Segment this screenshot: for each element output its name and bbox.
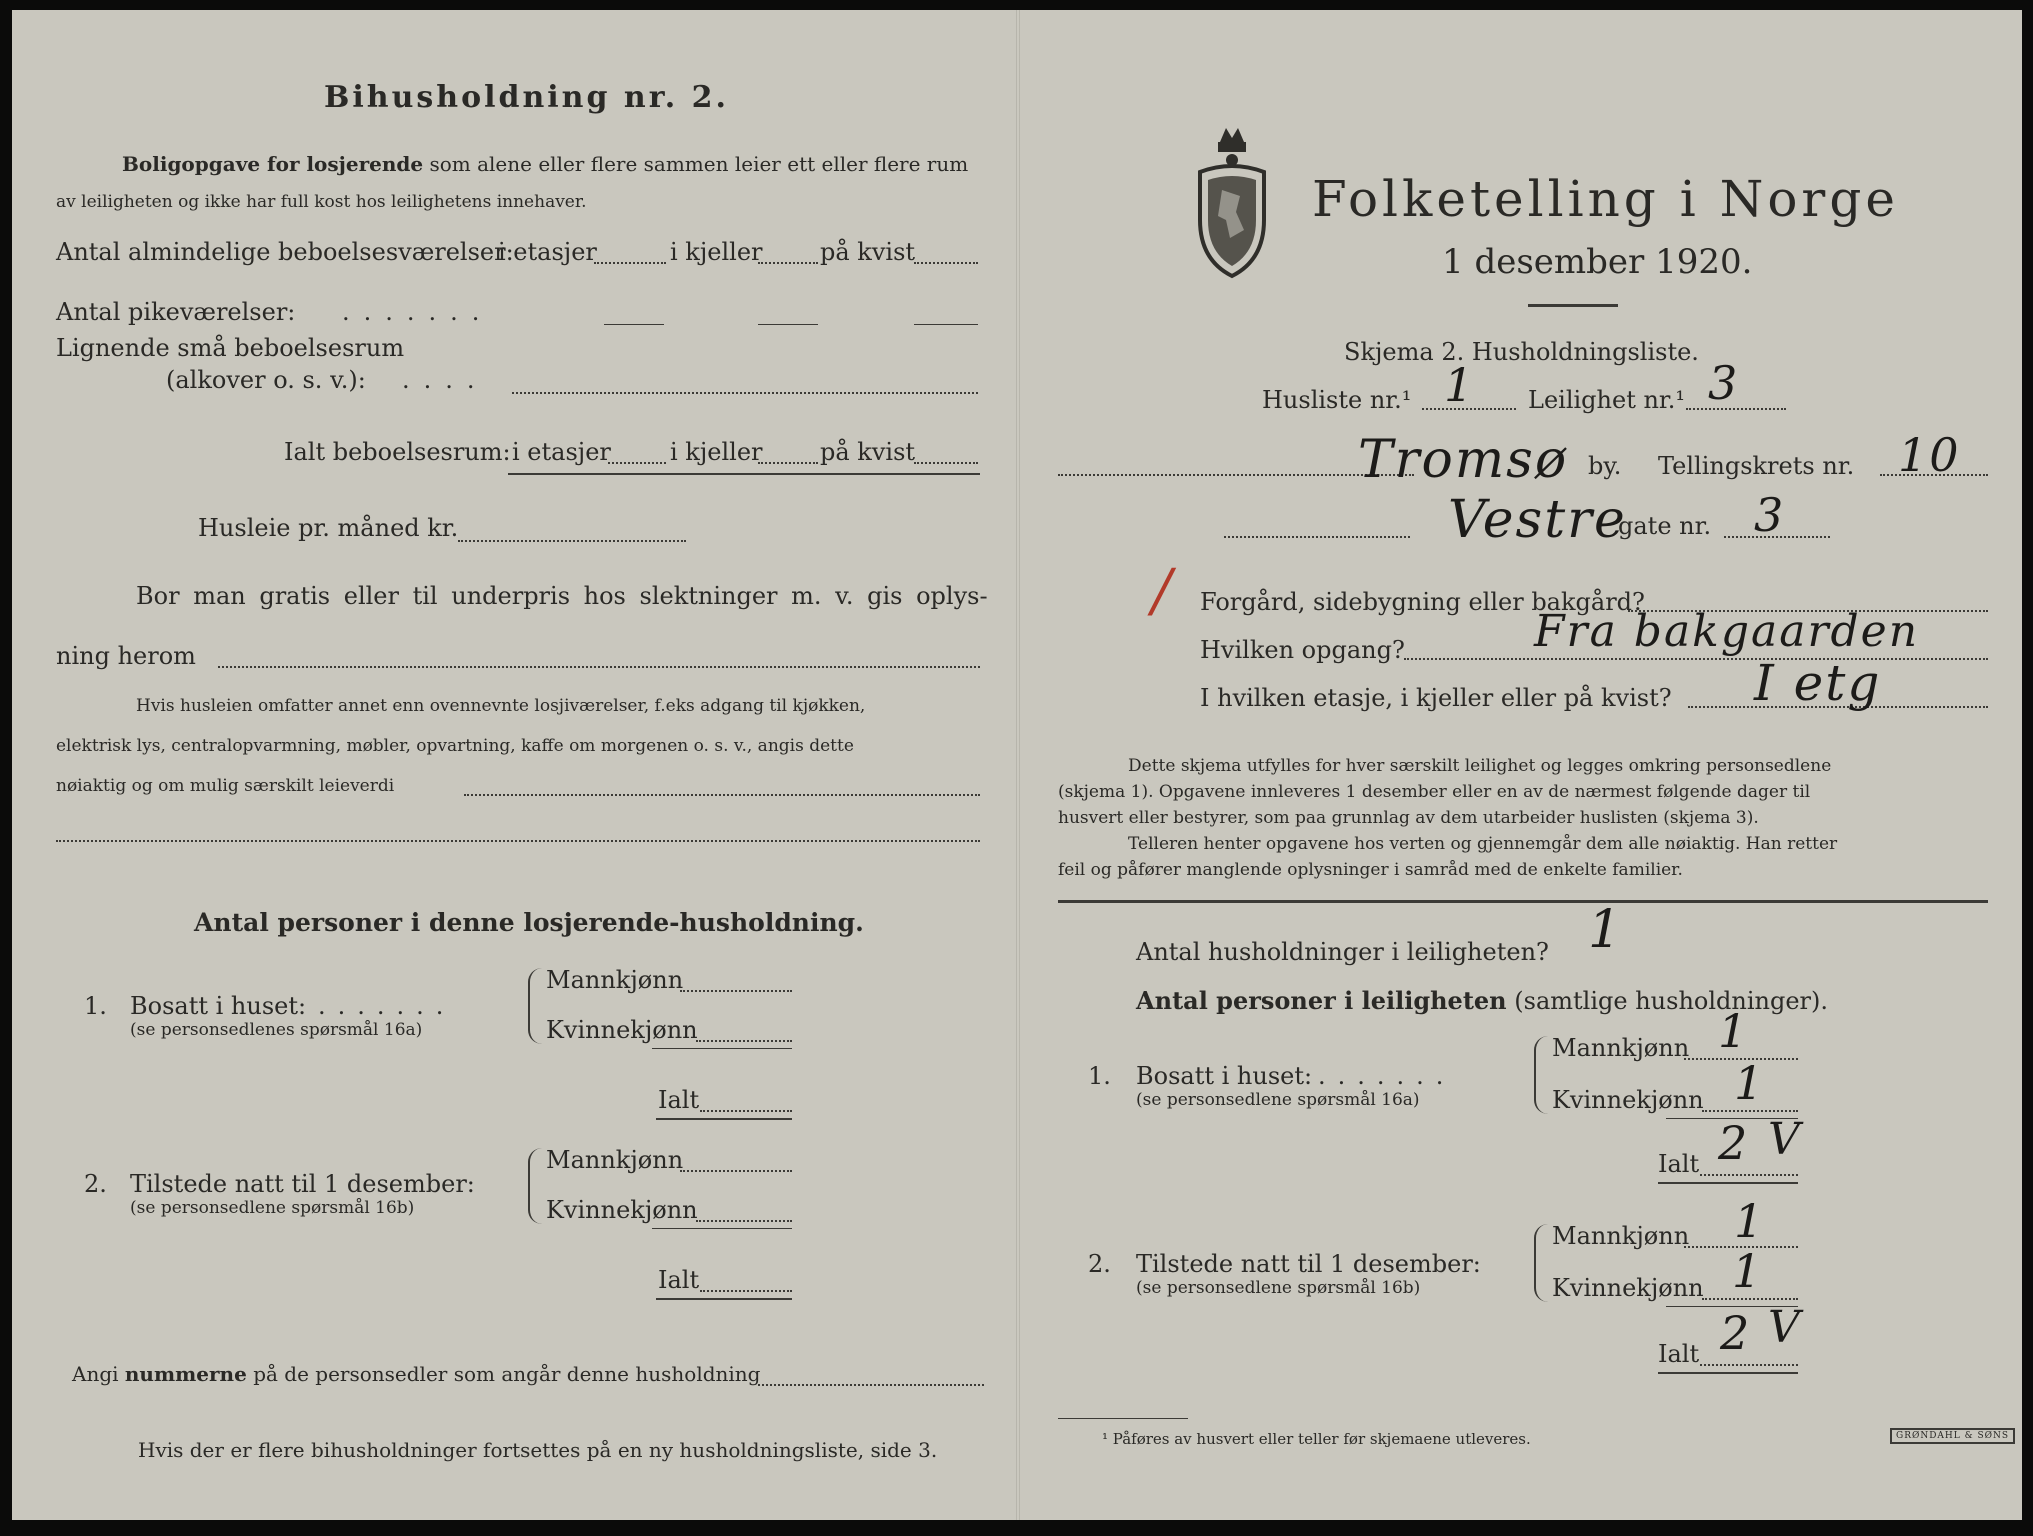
persons-heading: Antal personer i denne losjerende-husholdning.	[194, 908, 864, 937]
instruction-line-3: husvert eller bestyrer, som paa grunnlag av dem utarbeider huslisten (skjema 3).	[1058, 808, 1759, 828]
instruction-line-2: (skjema 1). Opgavene innleveres 1 desember eller en av de nærmest følgende dager til	[1058, 782, 1811, 802]
q2-ialt-underline	[656, 1298, 792, 1300]
q1-kvinne-field[interactable]	[696, 1040, 792, 1042]
intro-rest: som alene eller flere sammen leier ett eller flere rum	[429, 152, 969, 176]
intro-bold: Boligopgave for losjerende	[122, 152, 424, 176]
pike-kvist-field[interactable]	[914, 324, 978, 325]
ialt-kvist-field[interactable]	[914, 462, 978, 464]
opgang-value: Fra bakgaarden	[1534, 606, 1920, 657]
forgard-label: Forgård, sidebygning eller bakgård?	[1200, 588, 1645, 616]
omfatter-line-1: Hvis husleien omfatter annet enn ovennevnte losjiværelser, f.eks adgang til kjøkken,	[136, 696, 866, 716]
husliste-value: 1	[1444, 358, 1476, 412]
q1-mann-label: Mannkjønn	[546, 966, 684, 994]
q1-number: 1.	[84, 992, 107, 1020]
angi-field[interactable]	[758, 1384, 984, 1386]
leilighet-label: Leilighet nr.¹	[1528, 386, 1686, 414]
q1-mann-field[interactable]	[680, 990, 792, 992]
right-page-title: Folketelling i Norge	[1312, 170, 1899, 228]
q1-brace	[528, 968, 544, 1044]
etasje-value: I etg	[1754, 654, 1882, 712]
q2-ialt-field[interactable]	[700, 1290, 792, 1292]
q2-sub: (se personsedlene spørsmål 16b)	[130, 1198, 415, 1218]
lignende-label-1: Lignende små beboelsesrum	[56, 334, 405, 362]
husleie-label: Husleie pr. måned kr.	[198, 514, 459, 542]
q2-brace	[528, 1148, 544, 1224]
rooms-col-kjeller: i kjeller	[670, 238, 763, 266]
r-q2-brace	[1534, 1224, 1550, 1302]
opgang-field[interactable]	[1404, 658, 1988, 660]
r-q2-number: 2.	[1088, 1250, 1111, 1278]
rooms-kjeller-field[interactable]	[758, 262, 818, 264]
husleie-field[interactable]	[458, 540, 686, 542]
pike-kjeller-field[interactable]	[758, 324, 818, 325]
gate-value: 3	[1754, 488, 1786, 542]
left-footer: Hvis der er flere bihusholdninger fortsettes på en ny husholdningsliste, side 3.	[138, 1438, 938, 1462]
pike-leader-dots: .......	[342, 298, 494, 326]
schema-label: Skjema 2. Husholdningsliste.	[1344, 338, 1699, 366]
intro-line-1	[122, 152, 968, 176]
census-form-sheet	[12, 10, 2022, 1520]
ialt-col-kvist: på kvist	[820, 438, 916, 466]
r-q1-ialt-label: Ialt	[1658, 1150, 1700, 1178]
intro-line-2: av leiligheten og ikke har full kost hos leilighetens innehaver.	[56, 192, 587, 212]
r-q2-kvinne-field[interactable]	[1702, 1298, 1798, 1300]
r-q1-sub: (se personsedlene spørsmål 16a)	[1136, 1090, 1420, 1110]
q2-number: 2.	[84, 1170, 107, 1198]
q1-ialt-field[interactable]	[700, 1110, 792, 1112]
rooms-kvist-field[interactable]	[914, 262, 978, 264]
q2-ialt-label: Ialt	[658, 1266, 700, 1294]
footnote: ¹ Påføres av husvert eller teller før skjemaene utleveres.	[1102, 1430, 1531, 1448]
angi-bold: nummerne	[124, 1362, 247, 1386]
ialt-underline	[508, 473, 980, 475]
street-value: Vestre	[1448, 490, 1627, 550]
q2-mann-field[interactable]	[680, 1170, 792, 1172]
q1-ialt-underline	[656, 1118, 792, 1120]
lignende-field[interactable]	[512, 392, 978, 394]
etasje-label: I hvilken etasje, i kjeller eller på kvist?	[1200, 684, 1672, 712]
r-q2-ialt-value: 2	[1720, 1306, 1752, 1360]
r-q2-label: Tilstede natt til 1 desember:	[1136, 1250, 1481, 1278]
rooms-col-kvist: på kvist	[820, 238, 916, 266]
ialt-col-etasjer: i etasjer	[512, 438, 611, 466]
r-q2-ialt-label: Ialt	[1658, 1340, 1700, 1368]
rooms-etasjer-field[interactable]	[594, 262, 666, 264]
r-q1-kvinne-label: Kvinnekjønn	[1552, 1086, 1704, 1114]
instruction-line-4: Telleren henter opgavene hos verten og gjennemgår dem alle nøiaktig. Han retter	[1128, 834, 1838, 854]
r-q1-ialt-underline	[1658, 1182, 1798, 1184]
r-q1-label: Bosatt i huset:	[1136, 1062, 1313, 1090]
ialt-etasjer-field[interactable]	[608, 462, 666, 464]
r-q1-check-mark: V	[1768, 1114, 1802, 1165]
gratis-line-1: Bor man gratis eller til underpris hos slektninger m. v. gis oplys-	[136, 582, 988, 610]
q1-sub: (se personsedlenes spørsmål 16a)	[130, 1020, 423, 1040]
r-q2-ialt-underline	[1658, 1372, 1798, 1374]
q2-label: Tilstede natt til 1 desember:	[130, 1170, 475, 1198]
husliste-label: Husliste nr.¹	[1262, 386, 1412, 414]
right-page	[1018, 10, 2022, 1520]
r-q2-kvinne-label: Kvinnekjønn	[1552, 1274, 1704, 1302]
census-date: 1 desember 1920.	[1442, 242, 1753, 282]
instruction-line-1: Dette skjema utfylles for hver særskilt leilighet og legges omkring personsedlene	[1128, 756, 1832, 776]
ialt-col-kjeller: i kjeller	[670, 438, 763, 466]
rooms-col-etasjer: i etasjer	[498, 238, 597, 266]
gratis-line-2: ning herom	[56, 642, 196, 670]
pike-label: Antal pikeværelser:	[56, 298, 296, 326]
rooms-label: Antal almindelige beboelsesværelser:	[56, 238, 514, 266]
q2-kvinne-field[interactable]	[696, 1220, 792, 1222]
printer-stamp: GRØNDAHL & SØNS	[1890, 1428, 2015, 1444]
omfatter-field-2[interactable]	[56, 840, 980, 842]
q2-mann-label: Mannkjønn	[546, 1146, 684, 1174]
omfatter-field[interactable]	[464, 794, 980, 796]
husholdninger-value: 1	[1588, 900, 1624, 960]
r-q2-sub: (se personsedlene spørsmål 16b)	[1136, 1278, 1421, 1298]
q1-ialt-label: Ialt	[658, 1086, 700, 1114]
date-underline	[1528, 304, 1618, 307]
r-q2-kvinne-value: 1	[1732, 1244, 1764, 1298]
r-q1-leader-dots: .......	[1318, 1062, 1456, 1090]
street-field[interactable]	[1224, 536, 1410, 538]
instruction-rule	[1058, 900, 1988, 903]
lignende-leader-dots: ....	[402, 366, 489, 394]
r-q1-ialt-value: 2	[1718, 1116, 1750, 1170]
left-page-title: Bihusholdning nr. 2.	[324, 80, 729, 115]
footnote-rule	[1058, 1418, 1188, 1419]
omfatter-line-2: elektrisk lys, centralopvarmning, møbler, opvartning, kaffe om morgenen o. s. v., angis dette	[56, 736, 854, 756]
coat-of-arms-icon	[1192, 120, 1272, 280]
angi-pre: Angi	[72, 1362, 119, 1386]
q1-kvinne-label: Kvinnekjønn	[546, 1016, 698, 1044]
r-q2-mann-label: Mannkjønn	[1552, 1222, 1690, 1250]
red-margin-mark: /	[1152, 556, 1174, 624]
opgang-label: Hvilken opgang?	[1200, 636, 1405, 664]
left-page	[12, 10, 1018, 1520]
r-q2-check-mark: V	[1768, 1302, 1802, 1353]
husholdninger-label: Antal husholdninger i leiligheten?	[1136, 938, 1549, 966]
omfatter-line-3: nøiaktig og om mulig særskilt leieverdi	[56, 776, 395, 796]
q1-label: Bosatt i huset:	[130, 992, 307, 1020]
r-q2-mann-value: 1	[1734, 1194, 1766, 1248]
r-q1-number: 1.	[1088, 1062, 1111, 1090]
persons-rest: (samtlige husholdninger).	[1514, 987, 1829, 1015]
ialt-rooms-label: Ialt beboelsesrum:	[284, 438, 511, 466]
lignende-label-2: (alkover o. s. v.):	[166, 366, 366, 394]
gratis-field[interactable]	[218, 666, 980, 668]
q1-leader-dots: .......	[318, 992, 456, 1020]
q1-sum-line	[652, 1048, 792, 1049]
r-q1-kvinne-value: 1	[1734, 1056, 1766, 1110]
city-value: Tromsø	[1358, 430, 1569, 490]
r-q1-ialt-field[interactable]	[1700, 1174, 1798, 1176]
instruction-line-5: feil og påfører manglende oplysninger i samråd med de enkelte familier.	[1058, 860, 1683, 880]
angi-line	[72, 1362, 760, 1386]
gate-label: gate nr.	[1618, 512, 1712, 540]
tellingskrets-value: 10	[1898, 428, 1961, 482]
q2-kvinne-label: Kvinnekjønn	[546, 1196, 698, 1224]
ialt-kjeller-field[interactable]	[758, 462, 818, 464]
tellingskrets-label: Tellingskrets nr.	[1658, 452, 1855, 480]
angi-rest: på de personsedler som angår denne husholdning	[253, 1362, 761, 1386]
r-q1-kvinne-field[interactable]	[1702, 1110, 1798, 1112]
persons-bold: Antal personer i leiligheten	[1136, 986, 1507, 1015]
r-q1-mann-value: 1	[1718, 1004, 1750, 1058]
r-q1-brace	[1534, 1036, 1550, 1114]
r-q1-mann-label: Mannkjønn	[1552, 1034, 1690, 1062]
leilighet-value: 3	[1708, 356, 1740, 410]
by-label: by.	[1588, 452, 1622, 480]
pike-etasjer-field[interactable]	[604, 324, 664, 325]
r-q2-ialt-field[interactable]	[1700, 1364, 1798, 1366]
q2-sum-line	[652, 1228, 792, 1229]
